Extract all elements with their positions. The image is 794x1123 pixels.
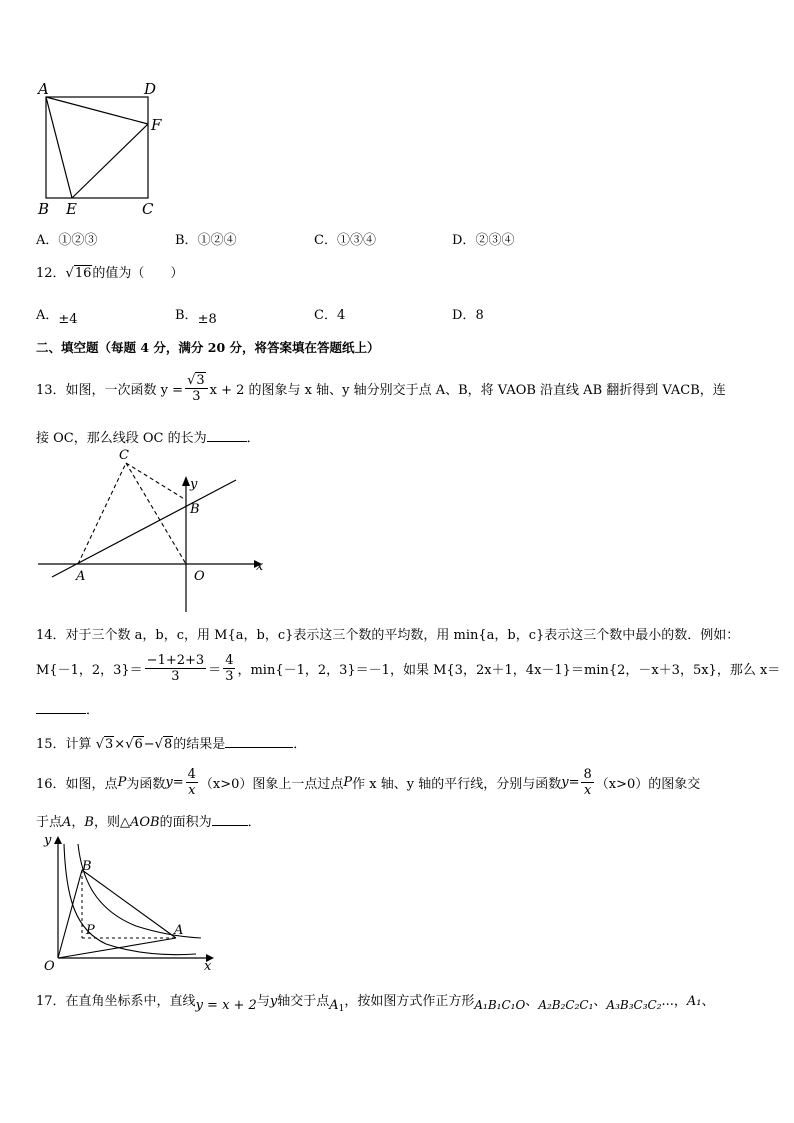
square-3: A₃B₃C₃C₂	[606, 998, 662, 1012]
frac-den: 3	[171, 668, 180, 684]
line-equation: y = x + 2	[195, 998, 257, 1013]
radicand: 3	[105, 737, 114, 752]
question-text: （x>0）的图象交	[595, 776, 701, 792]
question-text: 作 x 轴、y 轴的平行线，分别与函数	[352, 776, 562, 792]
option-text: ±4	[58, 312, 78, 327]
label-c: C	[119, 448, 129, 463]
var-y: y	[561, 774, 569, 790]
segment-ob	[58, 870, 82, 958]
q12-option-b	[175, 304, 217, 327]
dashed-co	[126, 463, 186, 564]
answer-blank[interactable]	[36, 713, 86, 714]
square-2: A₂B₂C₂C₁	[538, 998, 594, 1012]
answer-blank[interactable]	[212, 825, 248, 826]
option-letter: A．	[36, 308, 59, 323]
equals: ＝	[208, 662, 222, 678]
ellipsis: ...，	[661, 994, 687, 1009]
fraction-result	[223, 653, 235, 684]
frac-num: 8	[583, 766, 592, 782]
period: ．	[247, 815, 261, 830]
label-y: y	[44, 833, 52, 848]
triangle-aob: AOB	[129, 815, 160, 830]
question-text: 的结果是	[173, 737, 226, 752]
equals: =	[172, 774, 184, 790]
label-c: C	[142, 200, 154, 218]
q11-option-c	[314, 229, 376, 248]
line-ab	[52, 480, 236, 577]
q13-line2	[36, 427, 260, 446]
frac-num: −1+2+3	[146, 652, 205, 668]
section-heading: 二、填空题（每题 4 分，满分 20 分，将答案填在答题纸上）	[36, 340, 380, 355]
fraction-example	[145, 653, 207, 684]
separator: 、	[701, 994, 715, 1009]
comma: ，	[71, 815, 85, 830]
option-letter: C．	[314, 233, 337, 248]
separator: 、	[525, 994, 539, 1009]
q14-line3	[36, 699, 99, 718]
square-abcd	[46, 97, 148, 198]
point-p: P	[117, 774, 127, 790]
q15-stem: 15．计算 √3×√6−√8的结果是 ．	[36, 737, 307, 752]
q16-line1	[36, 762, 700, 802]
point-a1: A	[329, 998, 339, 1013]
answer-blank[interactable]	[225, 747, 293, 748]
q11-option-b	[175, 229, 237, 248]
question-number: 14．	[36, 628, 66, 643]
option-letter: B．	[175, 308, 198, 323]
question-text: ，min{－1，2，3}＝－1，如果 M{3，2x＋1，4x－1}＝min{2，－x＋3，5x}，那么 x＝	[237, 662, 781, 678]
option-letter: D．	[452, 308, 476, 323]
y-axis-arrow	[54, 836, 62, 844]
q13-figure	[36, 446, 276, 614]
label-p: P	[86, 923, 95, 938]
segment-ab	[82, 870, 176, 938]
question-number: 16．	[36, 776, 66, 792]
separator: 、	[593, 994, 607, 1009]
segment-af	[46, 97, 148, 124]
option-text: ①③④	[336, 233, 376, 248]
option-letter: B．	[175, 233, 198, 248]
subscript: 1	[338, 1003, 345, 1014]
q16-figure	[36, 830, 226, 976]
label-y: y	[190, 477, 198, 492]
frac-den: 3	[192, 388, 201, 404]
frac-den: x	[583, 782, 592, 798]
operator: −	[143, 737, 155, 752]
q11-figure	[34, 78, 174, 220]
var-y: y	[165, 774, 173, 790]
point-p: P	[343, 774, 353, 790]
question-text: 在直角坐标系中，直线	[65, 994, 196, 1009]
question-text: 如图，一次函数 y =	[65, 382, 184, 398]
question-text: 对于三个数 a，b，c，用 M{a，b，c}表示这三个数的平均数，用 min{a，b，c}表示这三个数中最小的数．例如：	[65, 628, 740, 643]
q12-option-d	[452, 304, 484, 323]
option-text: ②③④	[475, 233, 515, 248]
label-b: B	[190, 502, 200, 517]
question-text: 如图，点	[65, 776, 118, 792]
point-a: A	[62, 815, 72, 830]
question-number: 13．	[36, 382, 66, 398]
dashed-ac	[78, 463, 126, 564]
question-text: ，按如图方式作正方形	[344, 994, 475, 1009]
question-text: 为函数	[126, 776, 166, 792]
option-letter: C．	[314, 308, 337, 323]
square-1: A₁B₁C₁O	[474, 998, 526, 1012]
q11-option-d	[452, 229, 514, 248]
equals: =	[568, 774, 580, 790]
question-text: x + 2 的图象与 x 轴、y 轴分别交于点 A、B，将 VAOB 沿直线 AB 翻折得到 VACB，连	[209, 382, 726, 398]
q17-stem	[36, 990, 715, 1012]
q12-option-a	[36, 304, 78, 327]
label-x: x	[204, 959, 212, 974]
label-o: O	[194, 569, 205, 584]
segment-oa	[58, 938, 176, 958]
dashed-cb	[126, 463, 186, 500]
fraction-8-over-x	[581, 767, 593, 798]
q14-line2	[36, 648, 780, 688]
option-text: ①②④	[197, 233, 237, 248]
label-e: E	[66, 200, 77, 218]
label-x: x	[256, 559, 264, 574]
fraction-4-over-x	[186, 767, 198, 798]
option-text: 4	[336, 308, 346, 323]
question-text: 的面积为	[159, 815, 212, 830]
var-y: y	[269, 994, 278, 1009]
frac-num: 3	[196, 372, 205, 388]
radicand: 6	[134, 737, 143, 752]
frac-num: 4	[225, 652, 234, 668]
q16-line2	[36, 811, 261, 830]
frac-den: x	[188, 782, 196, 798]
segment-ae	[46, 97, 72, 198]
period: ．	[246, 431, 260, 446]
q12-stem: 12．√16的值为（ ）	[36, 266, 184, 281]
label-o: O	[44, 959, 55, 974]
label-d: D	[144, 80, 157, 98]
label-a: A	[174, 923, 184, 938]
y-axis-arrow	[182, 476, 190, 486]
option-text: ①②③	[58, 233, 98, 248]
question-text: 计算	[65, 737, 92, 752]
period: ．	[293, 737, 307, 752]
q14-line1	[36, 624, 739, 643]
question-number: 15．	[36, 737, 66, 752]
option-letter: A．	[36, 233, 59, 248]
question-text: M{－1，2，3}＝	[36, 662, 143, 678]
frac-den: 3	[225, 668, 234, 684]
q11-option-a	[36, 229, 97, 248]
radicand: 8	[163, 737, 173, 752]
question-text: 接 OC，那么线段 OC 的长为	[36, 431, 207, 446]
radicand: 16	[74, 266, 92, 281]
fraction-sqrt3-over-3: $\frac{√3}{3}$	[185, 373, 208, 404]
point-b: B	[84, 815, 94, 830]
segment-ef	[72, 124, 148, 198]
label-f: F	[151, 116, 162, 134]
question-text: 于点	[36, 815, 63, 830]
question-number: 12．	[36, 266, 66, 281]
label-b: B	[82, 859, 92, 874]
point-a1: A₁	[686, 994, 702, 1009]
question-text: 的值为（ ）	[92, 266, 184, 281]
question-text: （x>0）图象上一点过点	[199, 776, 344, 792]
answer-blank[interactable]	[207, 441, 247, 442]
label-a: A	[76, 569, 86, 584]
frac-num: 4	[187, 766, 196, 782]
question-text: 轴交于点	[277, 994, 330, 1009]
question-number: 17．	[36, 994, 66, 1009]
question-text: 与	[256, 994, 270, 1009]
option-text: 8	[475, 308, 484, 323]
label-a: A	[38, 80, 49, 98]
period: ．	[86, 703, 100, 718]
q13-line1	[36, 368, 726, 408]
option-text: ±8	[197, 312, 217, 327]
label-b: B	[38, 200, 50, 218]
question-text: ，则△	[93, 815, 130, 830]
option-letter: D．	[452, 233, 476, 248]
operator: ×	[114, 737, 126, 752]
q12-option-c	[314, 304, 345, 323]
